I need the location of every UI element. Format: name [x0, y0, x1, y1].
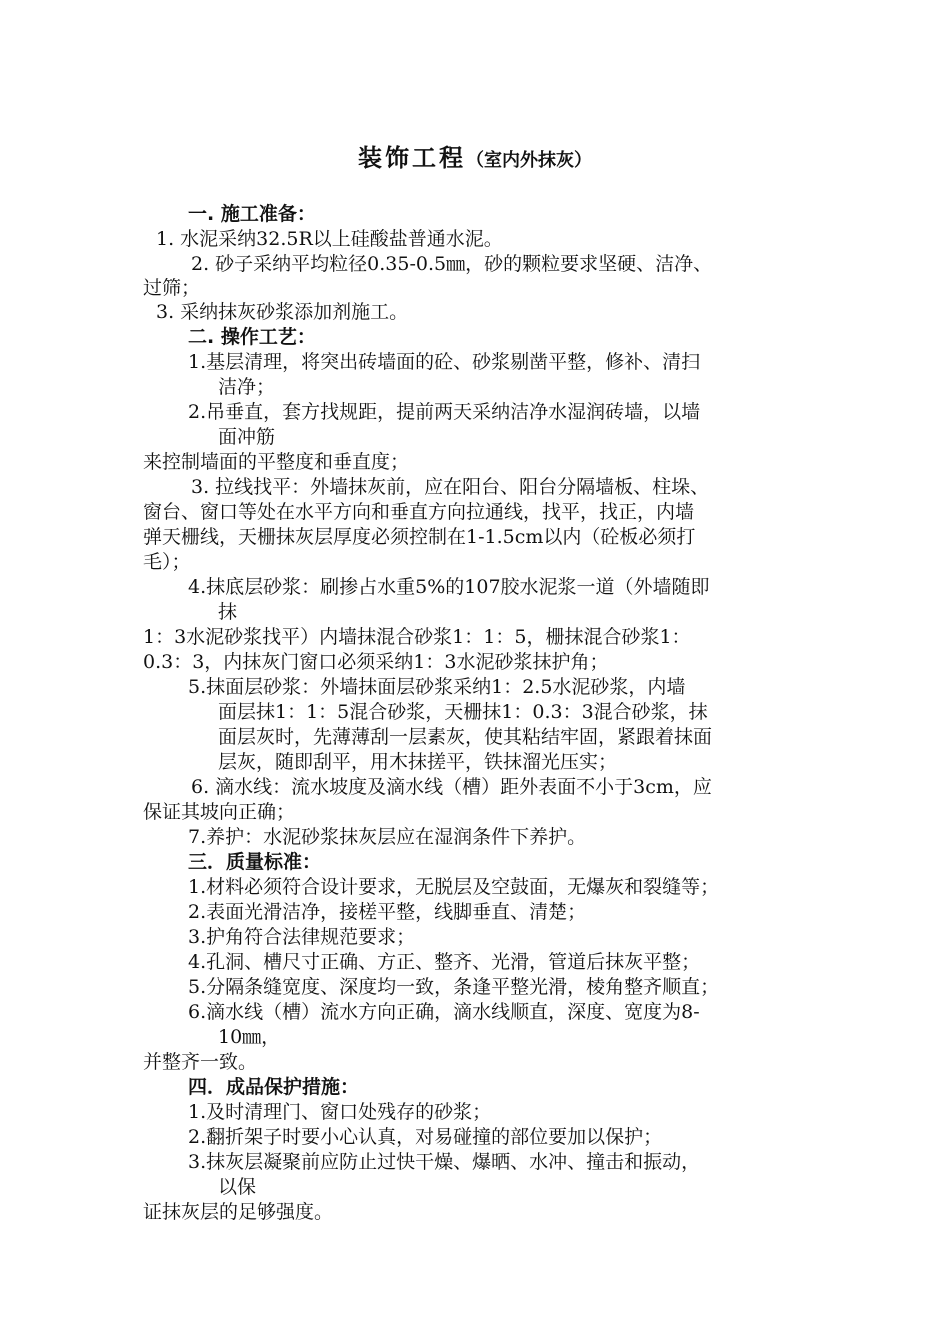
text-line: 面层灰时，先薄薄刮一层素灰，使其粘结牢固，紧跟着抹面: [218, 726, 713, 748]
text-line: 2. 砂子采纳平均粒径0.35-0.5㎜，砂的颗粒要求坚硬、洁净、: [191, 253, 713, 275]
text-line: 层灰，随即刮平，用木抹搓平，铁抹溜光压实；: [218, 751, 618, 773]
text-line: 2.翻折架子时要小心认真，对易碰撞的部位要加以保护；: [188, 1126, 663, 1148]
text-line: 10㎜，: [218, 1026, 281, 1048]
text-line: 3. 采纳抹灰砂浆添加剂施工。: [156, 301, 409, 323]
text-line: 1.材料必须符合设计要求，无脱层及空鼓面，无爆灰和裂缝等；: [188, 876, 720, 898]
title-subtitle: （室内外抹灰）: [466, 150, 592, 171]
text-line: 1.基层清理，将突出砖墙面的砼、砂浆剔凿平整，修补、清扫: [188, 351, 701, 373]
title-main: 装饰工程: [358, 144, 466, 172]
text-line: 并整齐一致。: [143, 1051, 258, 1073]
text-line: 5.分隔条缝宽度、深度均一致，条逢平整光滑，棱角整齐顺直；: [188, 976, 720, 998]
text-line: 3. 拉线找平：外墙抹灰前，应在阳台、阳台分隔墙板、柱垛、: [191, 476, 710, 498]
heading-preparation: 一. 施工准备：: [188, 203, 316, 225]
text-line: 弹天栅线，天栅抹灰层厚度必须控制在1-1.5cm以内（砼板必须打: [143, 526, 696, 548]
text-line: 6. 滴水线：流水坡度及滴水线（槽）距外表面不小于3cm，应: [191, 776, 712, 798]
text-line: 以保: [218, 1176, 257, 1198]
heading-protection: 四．成品保护措施：: [188, 1076, 360, 1098]
text-line: 1.及时清理门、窗口处残存的砂浆；: [188, 1101, 492, 1123]
text-line: 4.抹底层砂浆：刷掺占水重5%的107胶水泥浆一道（外墙随即: [188, 576, 710, 598]
text-line: 2.吊垂直，套方找规距，提前两天采纳洁净水湿润砖墙，以墙: [188, 401, 701, 423]
text-line: 窗台、窗口等处在水平方向和垂直方向拉通线，找平，找正，内墙: [143, 501, 695, 523]
text-line: 7.养护：水泥砂浆抹灰层应在湿润条件下养护。: [188, 826, 587, 848]
heading-process: 二. 操作工艺：: [188, 326, 316, 348]
text-line: 0.3：3，内抹灰门窗口必须采纳1：3水泥砂浆抹护角；: [143, 651, 609, 673]
text-line: 5.抹面层砂浆：外墙抹面层砂浆采纳1：2.5水泥砂浆，内墙: [188, 676, 686, 698]
text-line: 来控制墙面的平整度和垂直度；: [143, 451, 410, 473]
text-line: 1：3水泥砂浆找平）内墙抹混合砂浆1：1：5，栅抹混合砂浆1：: [143, 626, 691, 648]
text-line: 抹: [218, 601, 238, 623]
text-line: 保证其坡向正确；: [143, 801, 296, 823]
document-title: [0, 138, 950, 173]
text-line: 4.孔洞、槽尺寸正确、方正、整齐、光滑，管道后抹灰平整；: [188, 951, 701, 973]
text-line: 洁净；: [218, 376, 276, 398]
text-line: 证抹灰层的足够强度。: [143, 1201, 334, 1223]
heading-quality: 三．质量标准：: [188, 851, 322, 873]
text-line: 6.滴水线（槽）流水方向正确，滴水线顺直，深度、宽度为8-: [188, 1001, 700, 1023]
text-line: 3.抹灰层凝聚前应防止过快干燥、爆晒、水冲、撞击和振动，: [188, 1151, 701, 1173]
text-line: 3.护角符合法律规范要求；: [188, 926, 416, 948]
text-line: 1. 水泥采纳32.5R以上硅酸盐普通水泥。: [156, 228, 503, 250]
text-line: 面层抹1：1：5混合砂浆，天栅抹1：0.3：3混合砂浆，抹: [218, 701, 708, 723]
text-line: 面冲筋: [218, 426, 276, 448]
text-line: 过筛；: [143, 277, 201, 299]
text-line: 毛）；: [143, 551, 191, 573]
text-line: 2.表面光滑洁净，接槎平整，线脚垂直、清楚；: [188, 901, 587, 923]
